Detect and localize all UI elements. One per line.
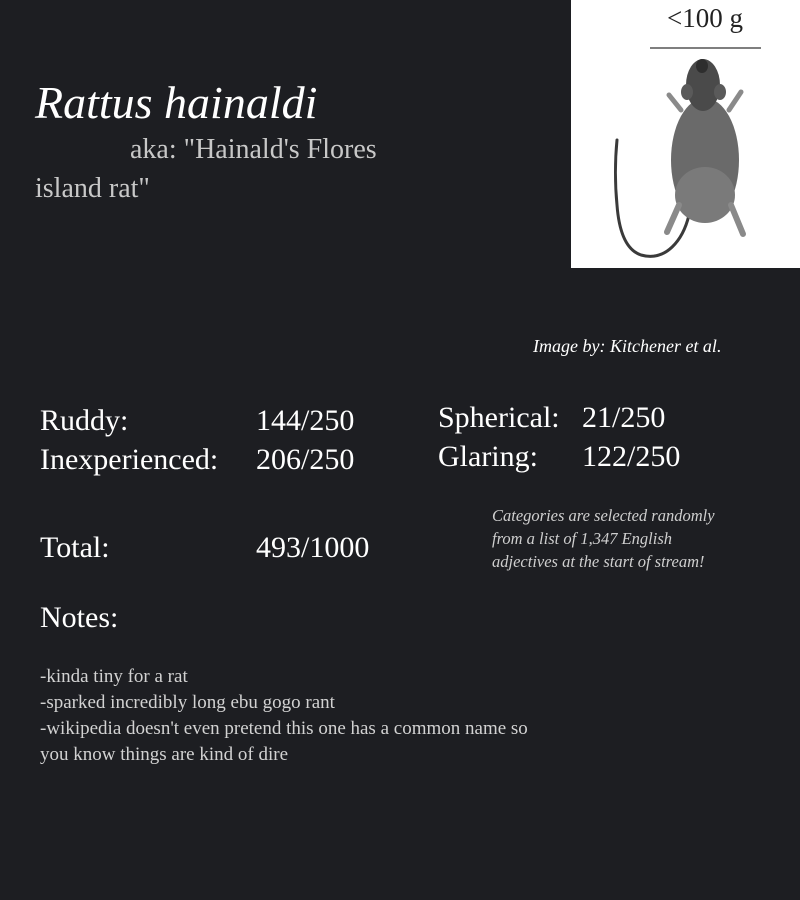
score-label-glaring: Glaring:: [438, 440, 538, 473]
score-label-ruddy: Ruddy:: [40, 404, 129, 437]
note-item: -sparked incredibly long ebu gogo rant: [40, 692, 335, 713]
common-name: aka: "Hainald's Flores island rat": [35, 134, 377, 204]
total-value: 493/1000: [256, 531, 370, 564]
score-value-glaring: 122/250: [582, 440, 681, 473]
note-item: -kinda tiny for a rat: [40, 666, 188, 687]
weight-label: <100 g: [667, 3, 743, 33]
category-disclaimer: Categories are selected randomly from a list of 1,347 English adjectives at the start of stream!: [492, 506, 715, 571]
notes-heading: Notes:: [40, 601, 119, 634]
score-label-inexperienced: Inexperienced:: [40, 443, 219, 476]
total-label: Total:: [40, 531, 110, 564]
notes-list: [40, 664, 530, 768]
score-value-ruddy: 144/250: [256, 404, 355, 437]
image-credit: Image by: Kitchener et al.: [533, 336, 722, 356]
rat-illustration: [616, 59, 744, 256]
species-name: Rattus hainaldi: [35, 77, 318, 128]
score-label-spherical: Spherical:: [438, 401, 560, 434]
note-item: -wikipedia doesn't even pretend this one has a common name so you know things are kind of dire: [40, 718, 528, 765]
score-value-spherical: 21/250: [582, 401, 666, 434]
score-value-inexperienced: 206/250: [256, 443, 355, 476]
rat-photo: [571, 0, 800, 268]
